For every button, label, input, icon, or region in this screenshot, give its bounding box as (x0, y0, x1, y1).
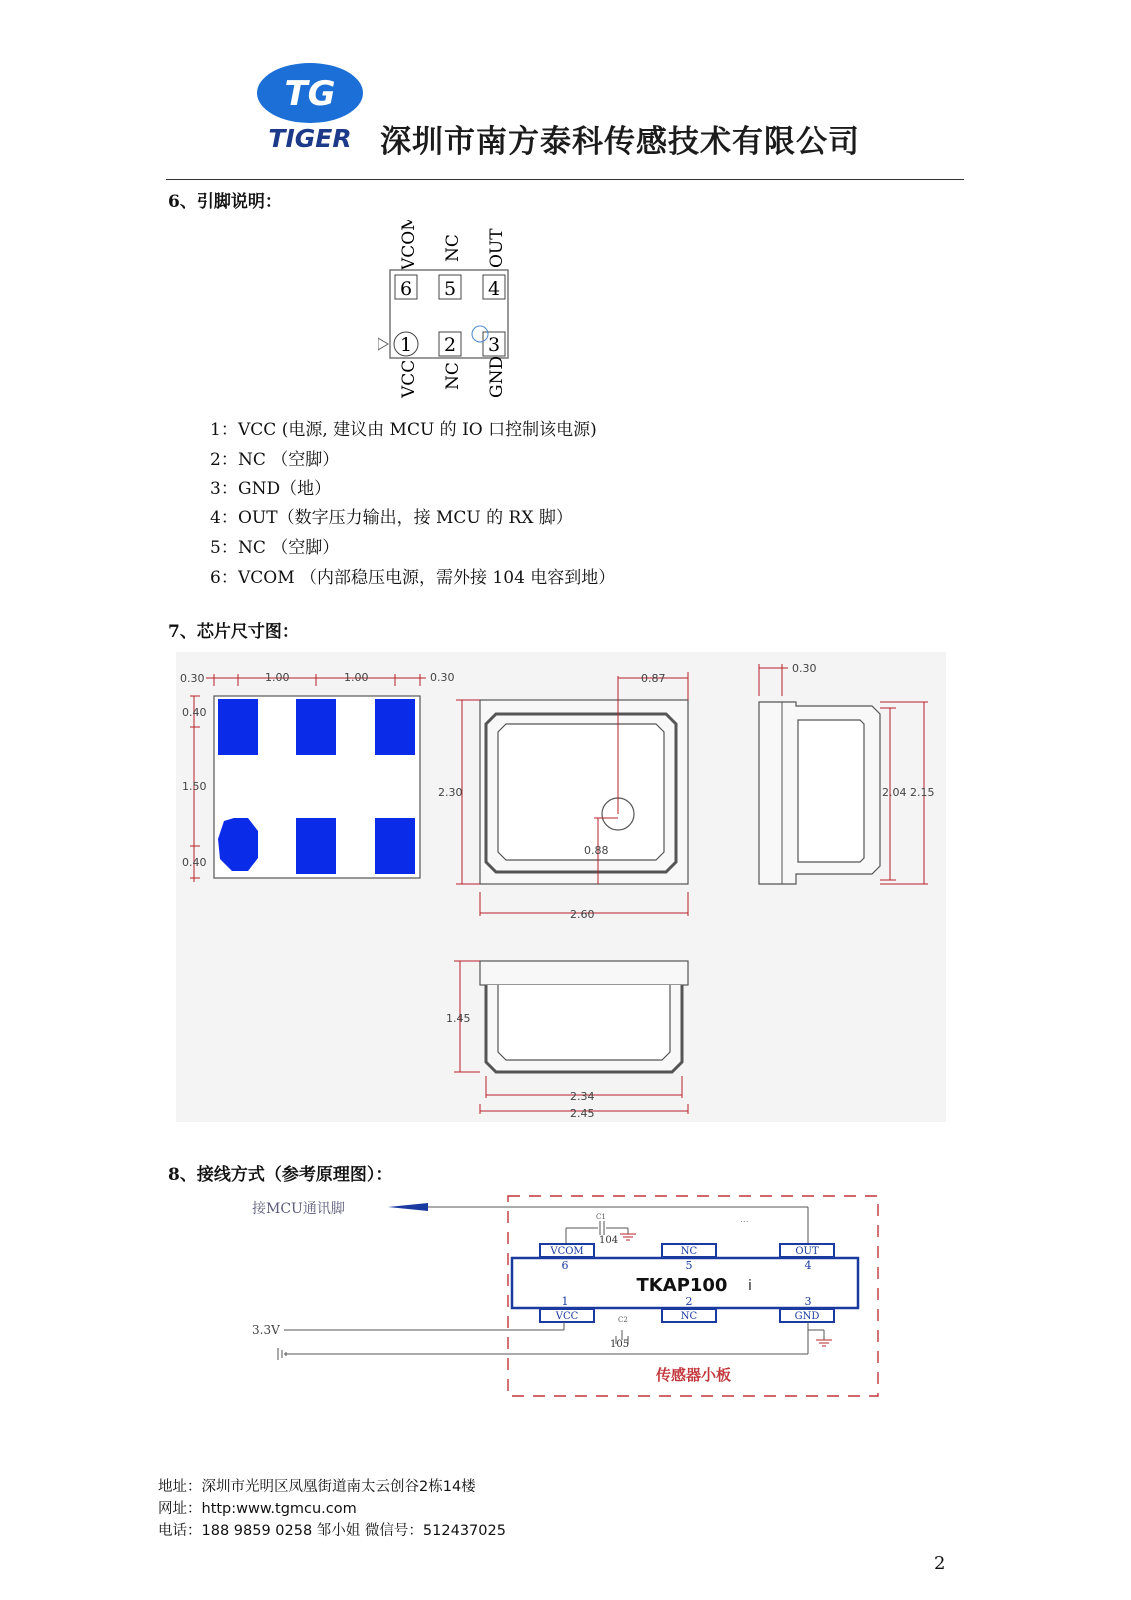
wiring-schematic (248, 1188, 898, 1410)
pin-num-1: 1 (399, 334, 413, 356)
chip-pin-nc-top: NC (680, 1246, 698, 1257)
pad-2 (296, 818, 336, 874)
dim-side-top: 0.30 (792, 662, 817, 675)
pinout-diagram (378, 220, 518, 406)
page-number: 2 (934, 1553, 946, 1574)
cap-c2-label: C2 (618, 1316, 628, 1324)
dim-pitch-0: 0.30 (180, 672, 205, 685)
supply-label: 3.3V (252, 1323, 280, 1337)
dim-height-2: 0.40 (182, 856, 207, 869)
pin-num-5: 5 (443, 278, 457, 300)
chip-pin-1: 1 (561, 1295, 569, 1308)
pin-desc-1: 1：VCC (电源, 建议由 MCU 的 IO 口控制该电源) (210, 420, 597, 440)
pin-desc-5: 5：NC （空脚） (210, 538, 340, 558)
pin-label-nc-top: NC (443, 234, 463, 262)
pin-num-4: 4 (487, 278, 501, 300)
cap-c1-value: 104 (599, 1235, 619, 1246)
pin-desc-6: 6：VCOM （内部稳压电源，需外接 104 电容到地） (210, 568, 616, 588)
chip-pin-6: 6 (561, 1259, 569, 1272)
chip-pin-3: 3 (804, 1295, 812, 1308)
company-name: 深圳市南方泰科传感技术有限公司 (380, 124, 860, 160)
chip-name: TKAP100 (636, 1275, 728, 1296)
pad-3 (375, 818, 415, 874)
dim-height-0: 0.40 (182, 706, 207, 719)
chip-pin-4: 4 (804, 1259, 812, 1272)
pad-6 (218, 699, 258, 755)
chip-pin-5: 5 (685, 1259, 693, 1272)
bottom-view (180, 671, 455, 882)
section-8-title: 8、接线方式（参考原理图）： (168, 1165, 393, 1185)
signal-arrow-icon (388, 1203, 428, 1211)
dimension-drawing (176, 652, 946, 1126)
dim-hole-y: 0.88 (584, 844, 609, 857)
pin1-arrow-icon (378, 338, 388, 350)
pin-label-vcc: VCC (399, 359, 419, 398)
pad-4 (375, 699, 415, 755)
chip-pin-gnd: GND (794, 1311, 820, 1322)
chip-pin-nc-bottom: NC (680, 1311, 698, 1322)
section-7-title: 7、芯片尺寸图： (168, 622, 299, 642)
dim-pitch-3: 0.30 (430, 671, 455, 684)
section-6-title: 6、引脚说明： (168, 192, 282, 212)
dim-hole-x: 0.87 (641, 672, 666, 685)
dim-front-outer: 2.45 (570, 1107, 595, 1120)
footer-phone: 电话：188 9859 0258 邹小姐 微信号：512437025 (158, 1523, 506, 1539)
dim-pitch-1: 1.00 (265, 671, 290, 684)
pin-desc-4: 4：OUT（数字压力输出，接 MCU 的 RX 脚） (210, 508, 573, 528)
pin-label-vcom: VCOM (399, 220, 419, 270)
chip-mark: i (748, 1278, 752, 1294)
dim-top-width: 2.60 (570, 908, 595, 921)
chip-pin-vcc: VCC (555, 1311, 579, 1322)
dots-mark: ... (740, 1215, 749, 1225)
cap-c1-label: C1 (596, 1213, 606, 1221)
dim-front-inner: 2.34 (570, 1090, 595, 1103)
dim-top-height: 2.30 (438, 786, 463, 799)
footer-address: 地址：深圳市光明区凤凰街道南太云创谷2栋14楼 (158, 1479, 476, 1495)
mcu-label: 接MCU通讯脚 (252, 1201, 345, 1217)
pin-label-nc-bottom: NC (443, 362, 463, 390)
dim-front-height: 1.45 (446, 1012, 471, 1025)
pin-num-2: 2 (443, 334, 457, 356)
chip-pin-2: 2 (685, 1295, 693, 1308)
logo-tiger: TIGER (268, 124, 352, 153)
cap-c2-value: 105 (610, 1339, 630, 1350)
pin-num-3: 3 (487, 334, 501, 356)
logo-tg: TG (284, 74, 336, 114)
company-logo (255, 58, 365, 156)
chip-pin-out: OUT (795, 1246, 819, 1257)
pin-desc-2: 2：NC （空脚） (210, 450, 340, 470)
pin-num-6: 6 (399, 278, 413, 300)
pin-label-out: OUT (487, 228, 507, 268)
header-divider (166, 179, 964, 180)
dim-pitch-2: 1.00 (344, 671, 369, 684)
pad-5 (296, 699, 336, 755)
footer-website: 网址：http:www.tgmcu.com (158, 1501, 357, 1517)
pin-desc-3: 3：GND（地） (210, 479, 332, 499)
vent-hole (472, 326, 488, 342)
board-label: 传感器小板 (656, 1366, 732, 1384)
dim-height-1: 1.50 (182, 780, 207, 793)
dim-side-heights: 2.04 2.15 (882, 786, 935, 799)
chip-pin-vcom: VCOM (550, 1246, 584, 1257)
pin-label-gnd: GND (487, 355, 507, 398)
